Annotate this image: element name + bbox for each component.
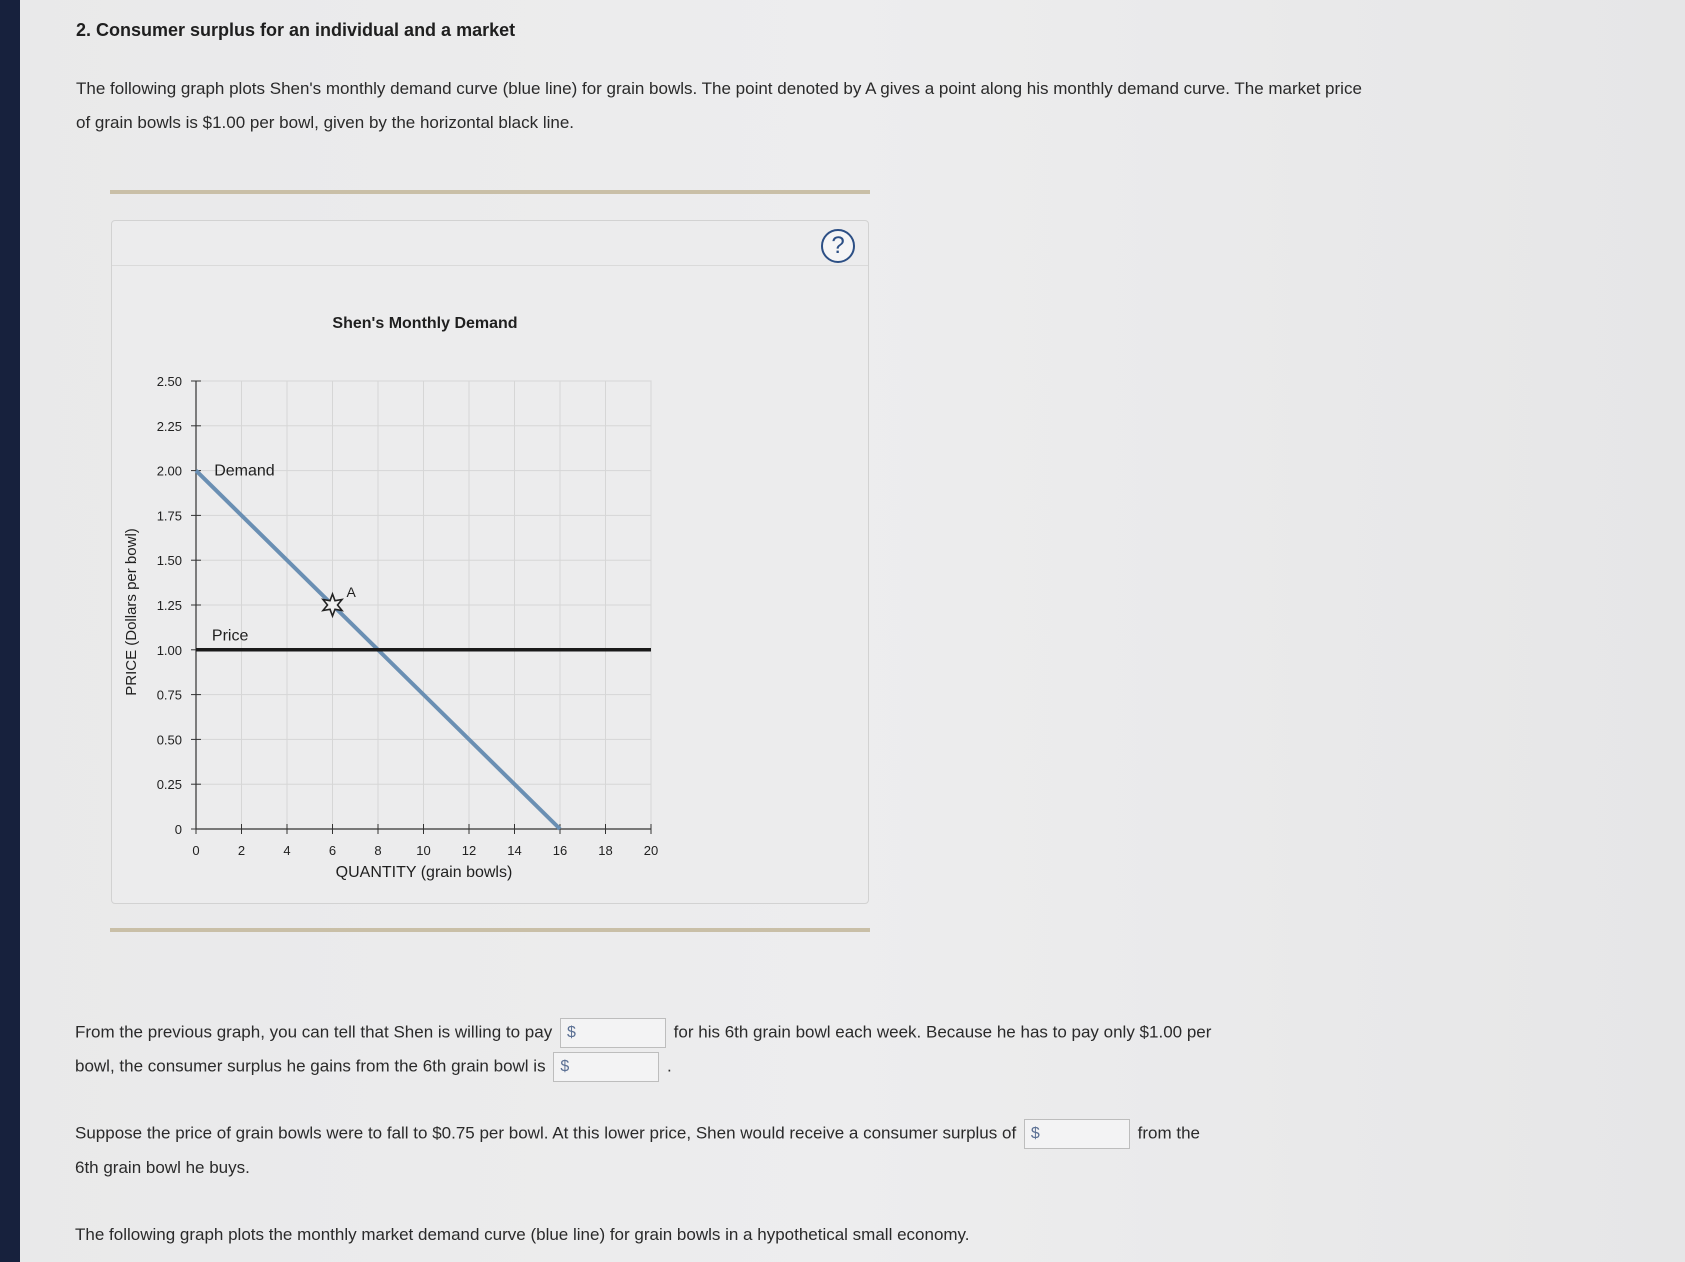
consumer-surplus-6th-input[interactable] <box>553 1052 659 1082</box>
help-icon[interactable]: ? <box>821 229 855 263</box>
x-axis-label: QUANTITY (grain bowls) <box>335 864 513 881</box>
q2-text-b: from the <box>1137 1123 1200 1143</box>
q3-text: The following graph plots the monthly market demand curve (blue line) for grain bowls in a hypothetical small economy. <box>75 1225 970 1244</box>
y-tick-label: 2.25 <box>156 418 182 434</box>
cs2-dollar-prefix: $ <box>1030 1125 1040 1142</box>
y-tick-label: 2.50 <box>156 374 182 389</box>
chart-grid <box>196 381 651 829</box>
q1-text-b: for his 6th grain bowl each week. Because he has to pay only $1.00 per <box>673 1022 1212 1042</box>
x-tick-label: 8 <box>374 843 382 858</box>
wtp-answer-input[interactable] <box>560 1018 666 1048</box>
demand-curve-label: Demand <box>214 462 275 480</box>
x-tick-label: 2 <box>237 843 246 858</box>
y-tick-label: 1.25 <box>156 598 182 613</box>
q1-line1 <box>75 1018 1375 1048</box>
wtp-dollar-prefix: $ <box>566 1024 576 1041</box>
chart-title: Shen's Monthly Demand <box>332 315 518 332</box>
q2-line2: 6th grain bowl he buys. <box>75 1158 250 1177</box>
y-tick-label: 0.50 <box>156 732 182 748</box>
demand-chart <box>112 221 870 905</box>
question-heading: 2. Consumer surplus for an individual and a market <box>76 20 516 40</box>
y-tick-label: 1.50 <box>156 553 182 569</box>
q1-line2 <box>75 1052 1375 1082</box>
question-intro: The following graph plots Shen's monthly demand curve (blue line) for grain bowls. The point denoted by A gives a point along his monthly demand curve. The market price of grain bowls is $1.00 per bowl, given by the horizontal black line. <box>76 79 1362 132</box>
q1-text-d: . <box>667 1056 672 1076</box>
cs-dollar-prefix: $ <box>560 1058 570 1075</box>
y-tick-label: 0.75 <box>156 687 182 703</box>
y-tick-label: 1.00 <box>156 642 182 658</box>
divider-top <box>110 190 870 194</box>
divider-bottom <box>110 928 870 932</box>
x-tick-label: 16 <box>552 843 568 858</box>
point-a-label: A <box>346 584 356 600</box>
q2-text-a: Suppose the price of grain bowls were to fall to $0.75 per bowl. At this lower price, Shen would receive a consumer surplus of <box>75 1123 1017 1143</box>
q1-text-c: bowl, the consumer surplus he gains from the 6th grain bowl is <box>75 1056 546 1076</box>
x-tick-label: 4 <box>283 843 291 858</box>
y-tick-label: 0.25 <box>156 777 182 793</box>
x-tick-label: 0 <box>192 843 200 858</box>
x-tick-label: 18 <box>598 843 613 858</box>
y-axis-label: PRICE (Dollars per bowl) <box>123 528 140 696</box>
main-content <box>20 0 1685 1262</box>
x-tick-label: 14 <box>507 843 522 858</box>
q2-line1 <box>75 1119 1405 1149</box>
y-tick-label: 1.75 <box>156 508 182 524</box>
y-tick-label: 2.00 <box>156 463 182 479</box>
price-curve-label: Price <box>211 627 249 645</box>
x-tick-label: 6 <box>328 843 337 858</box>
q1-text-a: From the previous graph, you can tell that Shen is willing to pay <box>75 1022 553 1042</box>
consumer-surplus-lower-price-input[interactable] <box>1024 1119 1130 1149</box>
left-edge-bar <box>0 0 20 1262</box>
x-tick-label: 20 <box>643 843 659 858</box>
x-tick-label: 12 <box>461 843 477 858</box>
x-tick-label: 10 <box>416 843 431 858</box>
graph-panel <box>111 220 869 904</box>
y-tick-label: 0 <box>174 822 182 837</box>
